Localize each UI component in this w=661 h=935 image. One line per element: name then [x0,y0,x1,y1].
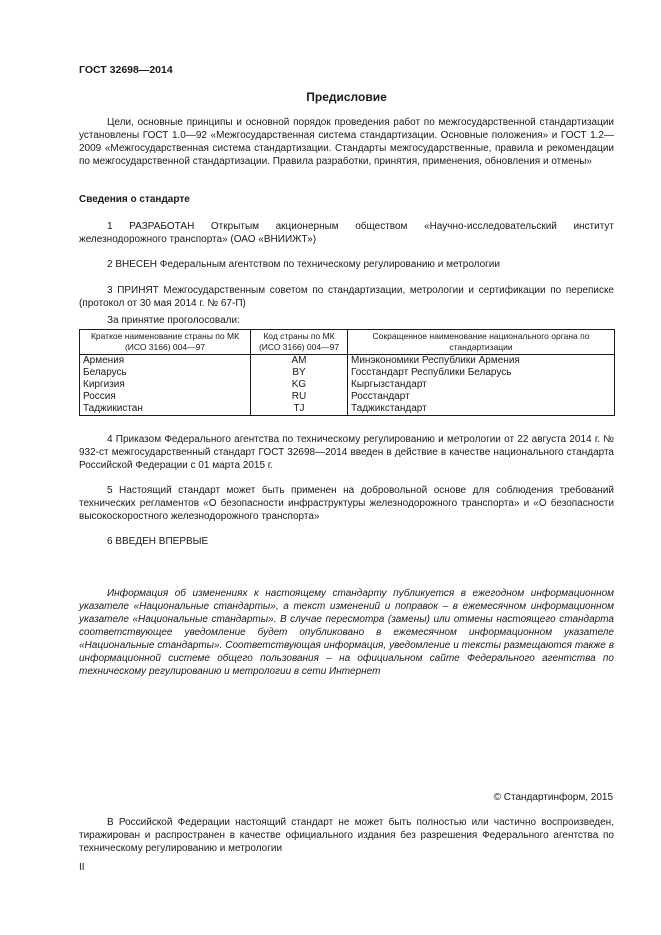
item-developed [79,220,614,246]
table-row [80,355,615,368]
table-cell-country: Россия [80,391,251,403]
page-title: Предисловие [306,90,387,104]
intro-text: Цели, основные принципы и основной порядок проведения работ по межгосударственной стандартизации установлены ГОСТ 1.0—92 «Межгосударственная система стандартизации. Основные положения» и ГОСТ 1.2—2009 «Межгосударственная система стандартизации. Стандарты межгосударственные, правила и рекомендации по межгосударственной стандартизации. Правила разработки, принятия, применения, обновления и отмены» [79,117,614,167]
copyright: © Стандартинформ, 2015 [493,792,613,803]
table-cell-country: Таджикистан [80,403,251,416]
section-title: Сведения о стандарте [79,194,190,205]
document-code: ГОСТ 32698—2014 [79,64,173,76]
item-order [79,433,614,472]
item-order-text: 4 Приказом Федерального агентства по техническому регулированию и метрологии от 22 августа 2014 г. № 932-ст межгосударственный стандарт ГОСТ 32698—2014 введен в действие в качестве национального стандарта Российской Федерации с 01 марта 2015 г. [79,434,614,471]
table-cell-body: Госстандарт Республики Беларусь [348,367,615,379]
table-cell-body: Минэкономики Республики Армения [348,355,615,368]
table-cell-code: KG [251,379,348,391]
table-cell-code: RU [251,391,348,403]
table-header-body: Сокращенное наименование национального органа по стандартизации [348,330,615,355]
item-introduced-text: 2 ВНЕСЕН Федеральным агентством по техническому регулированию и метрологии [107,259,500,270]
table-row [80,367,615,379]
table-cell-body: Кыргызстандарт [348,379,615,391]
rights-paragraph [79,816,614,855]
rights-text: В Российской Федерации настоящий стандарт не может быть полностью или частично воспроизведен, тиражирован и распространен в качестве официального издания без разрешения Федерального агентства по техническому регулированию и метрологии [79,817,614,854]
item-voluntary [79,484,614,523]
table-cell-code: TJ [251,403,348,416]
item-first: 6 ВВЕДЕН ВПЕРВЫЕ [107,536,209,547]
table-cell-code: AM [251,355,348,368]
page-number: II [79,862,85,873]
intro-paragraph [79,116,614,168]
notice-text: Информация об изменениях к настоящему стандарту публикуется в ежегодном информационном указателе «Национальные стандарты», а текст изменений и поправок – в ежемесячном информационном указателе «Национальные стандарты». В случае пересмотра (замены) или отмены настоящего стандарта соответствующее уведомление будет опубликовано в ежемесячном информационном указателе «Национальные стандарты». Соответствующая информация, уведомление и тексты размещаются также в информационной системе общего пользования – на официальном сайте Федерального агентства по техническому регулированию и метрологии в сети Интернет [79,588,614,677]
item-voluntary-text: 5 Настоящий стандарт может быть применен на добровольной основе для соблюдения требований технических регламентов «О безопасности инфраструктуры железнодорожного транспорта» и «О безопасности высокоскоростного железнодорожного транспорта» [79,485,614,522]
voted-label: За принятие проголосовали: [107,315,240,326]
item-introduced [79,258,614,271]
item-adopted [79,284,614,310]
item-adopted-text: 3 ПРИНЯТ Межгосударственным советом по стандартизации, метрологии и сертификации по переписке (протокол от 30 мая 2014 г. № 67-П) [79,285,614,309]
notice-paragraph [79,587,614,678]
table-row [80,391,615,403]
voting-table [79,329,615,416]
table-header-row [80,330,615,355]
table-cell-body: Таджикстандарт [348,403,615,416]
table-cell-country: Киргизия [80,379,251,391]
table-cell-body: Росстандарт [348,391,615,403]
table-cell-country: Беларусь [80,367,251,379]
table-header-country: Краткое наименование страны по МК (ИСО 3166) 004—97 [80,330,251,355]
table-row [80,403,615,416]
item-developed-text: 1 РАЗРАБОТАН Открытым акционерным обществом «Научно-исследовательский институт железнодорожного транспорта» (ОАО «ВНИИЖТ») [79,221,614,245]
table-cell-country: Армения [80,355,251,368]
table-row [80,379,615,391]
table-header-code: Код страны по МК (ИСО 3166) 004—97 [251,330,348,355]
table-cell-code: BY [251,367,348,379]
